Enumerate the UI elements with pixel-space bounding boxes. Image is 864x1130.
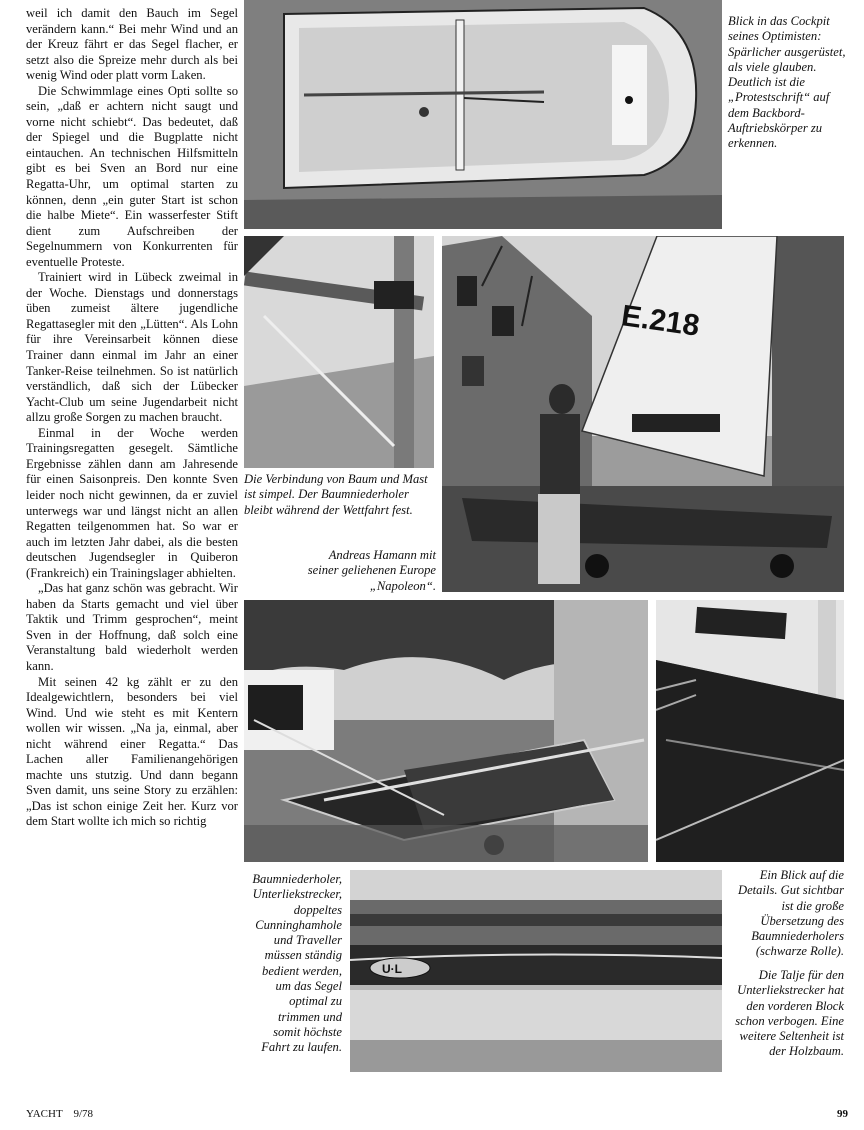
sail-number: E.218	[619, 299, 702, 343]
article-paragraph: weil ich damit den Bauch im Segel verändern kann.“ Bei mehr Wind und an der Kreuz fährt er das Segel flacher, er setzt also die Spreize mehr durch als bei wenig Wind oder platt vorm Laken.	[26, 6, 238, 83]
boom-marking: U·L	[382, 962, 402, 976]
article-paragraph: Trainiert wird in Lübeck zweimal in der Woche. Dienstags und donnerstags üben zumeist ältere jugendliche Regattasegler mit den „Lütten“. Als Lohn für ihre Vereinsarbeit können diese Trainer dann einmal im Jahr an einer Tanker-Reise teilnehmen. So ist natürlich verständlich, daß sich der Lübecker Yacht-Club um seine Jugendarbeit nicht allzu große Sorgen zu machen braucht.	[26, 270, 238, 425]
photo-sail-detail	[656, 600, 844, 862]
caption-details: Ein Blick auf die Details. Gut sichtbar ist die große Übersetzung des Baumniederholers (schwarze Rolle).	[738, 868, 844, 959]
photo-boom-closeup	[350, 870, 722, 1072]
photo-boom-mast	[244, 236, 434, 468]
article-paragraph: „Das hat ganz schön was gebracht. Wir haben da Starts gemacht und viel über Taktik und Trimm gesprochen“, meint Sven in der Hoffnung, daß solch eine Veranstaltung bald wiederholt werden kann.	[26, 581, 238, 673]
issue-number: 9/78	[73, 1108, 94, 1120]
magazine-name: YACHT	[26, 1108, 63, 1120]
article-paragraph: Einmal in der Woche werden Trainingsregatten gesegelt. Sämtliche Ergebnisse zählen dann am Jahresende für einen Saisonpreis. Den konnte Sven leider noch nicht gewinnen, da er zuviel unterwegs war und längst nicht an allen Regatten teilgenommen hat. So war er auch im letzten Jahr dabei, als die besten deutschen Jugendsegler in Quiberon (Frankreich) ein Trainingslager abhielten.	[26, 425, 238, 580]
article-column	[26, 6, 238, 830]
caption-talje: Die Talje für den Unterliekstrecker hat den vorderen Block schon verbogen. Eine weitere Seltenheit ist der Holzbaum.	[735, 968, 844, 1059]
caption-boom-mast: Die Verbindung von Baum und Mast ist simpel. Der Baumniederholer bleibt während der Wettfahrt fest.	[244, 472, 428, 517]
photo-opti-cockpit	[244, 0, 722, 229]
page-number-text: 99	[837, 1108, 848, 1120]
article-paragraph: Mit seinen 42 kg zählt er zu den Idealgewichtlern, besonders bei viel Wind. Und wie steht es mit Kentern wollen wir wissen. „Na ja, einmal, aber nicht während einer Regatta.“ Das Lachen aller Familienangehörigen machte uns stutzig. Und dann begann Sven damit, uns seine Story zu erzählen: „Das ist schon einige Zeit her. Kurz vor dem Start wollte ich mich so richtig	[26, 674, 238, 829]
article-paragraph: Die Schwimmlage eines Opti sollte so sein, „daß er achtern nicht saugt und vorne nicht schiebt“. Das bedeutet, daß der Spiegel und die Bugplatte nicht eintauchen. An technischen Hilfsmitteln gibt es bei Sven an Bord nur eine Regatta-Uhr, um optimal starten zu können, denn „ein guter Start ist schon die halbe Miete“. Ein wasserfester Stift dient zum Aufschreiben der Segelnummern von Konkurrenten für eventuelle Proteste.	[26, 83, 238, 269]
caption-cockpit: Blick in das Cockpit seines Optimisten: Spärlicher ausgerüstet, als viele glauben. Deutlich ist die „Protestschrift“ auf dem Backbord-Auftriebskörper zu erkennen.	[728, 14, 846, 151]
photo-hamann-europe	[442, 236, 844, 592]
page-number	[837, 1108, 848, 1120]
caption-hamann: Andreas Hamann mit seiner geliehenen Europe „Napoleon“.	[307, 548, 436, 593]
photo-europe-trolley	[244, 600, 648, 862]
footer-magazine	[26, 1108, 93, 1120]
caption-vang-left: Baumniederholer, Unterliekstrecker, doppeltes Cunninghamhole und Traveller müssen ständig bedient werden, um das Segel optimal zu trimmen und somit höchste Fahrt zu laufen.	[252, 872, 342, 1055]
